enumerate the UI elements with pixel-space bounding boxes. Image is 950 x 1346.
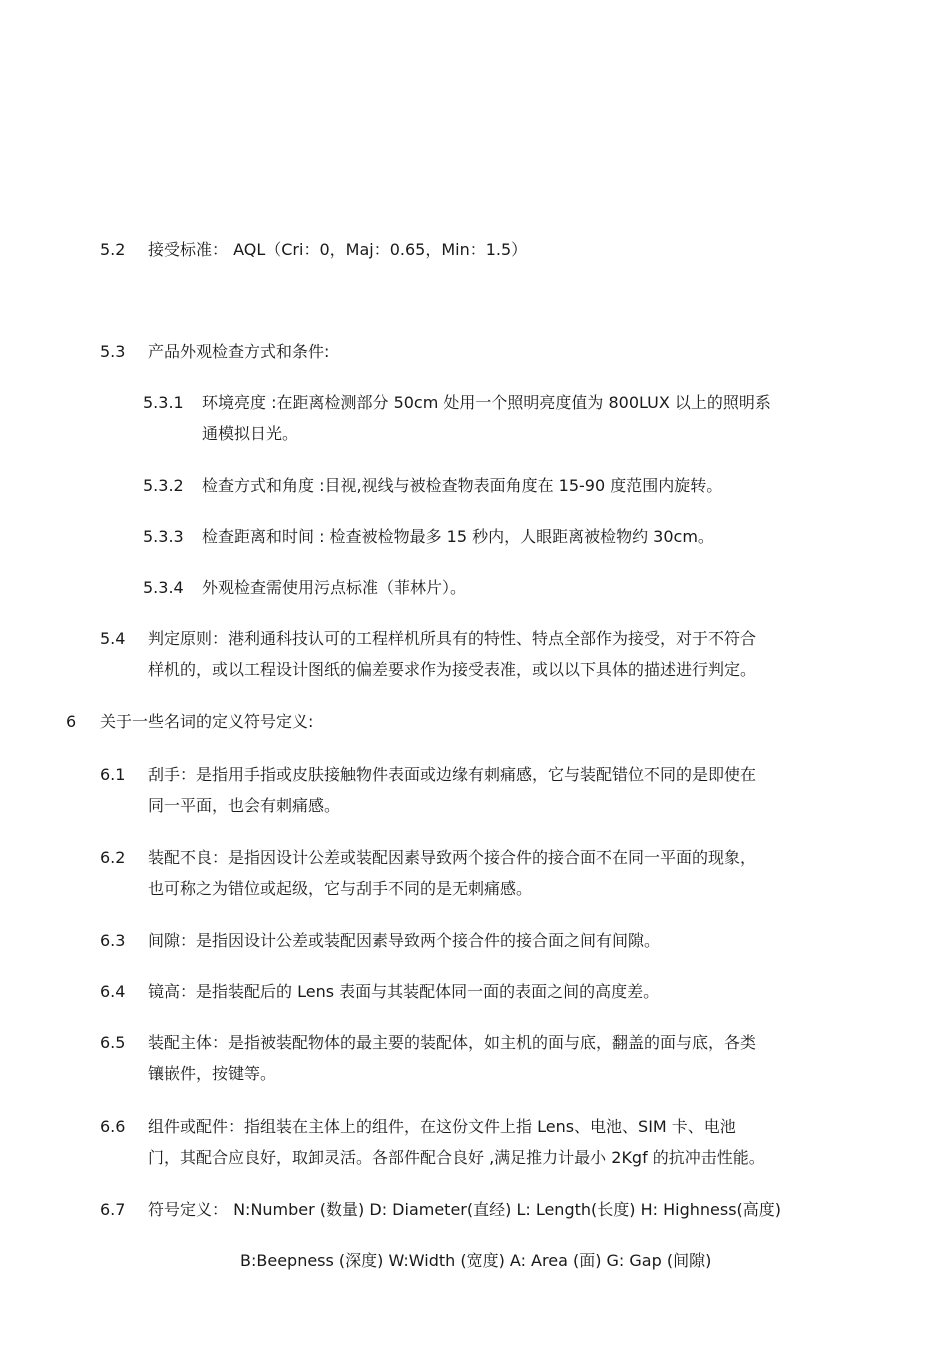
item-text: 检查距离和时间 : 检查被检物最多 15 秒内，人眼距离被检物约 30cm。: [202, 527, 714, 546]
item-number: 5.3.3: [143, 527, 184, 546]
section-heading: 关于一些名词的定义符号定义:: [100, 712, 314, 731]
item-number: 6.6: [100, 1117, 126, 1136]
item-number: 6.3: [100, 931, 126, 950]
item-text: 检查方式和角度 :目视,视线与被检查物表面角度在 15-90 度范围内旋转。: [202, 476, 723, 495]
item-number: 5.3.1: [143, 393, 184, 412]
item-number: 6.1: [100, 765, 126, 784]
item-text: 环境亮度 :在距离检测部分 50cm 处用一个照明亮度值为 800LUX 以上的照明系: [202, 393, 771, 412]
item-text: 判定原则：港利通科技认可的工程样机所具有的特性、特点全部作为接受，对于不符合: [148, 629, 757, 648]
item-text: 间隙：是指因设计公差或装配因素导致两个接合件的接合面之间有间隙。: [148, 931, 661, 950]
item-number: 5.4: [100, 629, 126, 648]
item-number: 5.3.2: [143, 476, 184, 495]
item-text: 门，其配合应良好，取卸灵活。各部件配合良好 ,满足推力计最小 2Kgf 的抗冲击性能。: [148, 1148, 765, 1167]
item-number: 6.4: [100, 982, 126, 1001]
item-text: 也可称之为错位或起级，它与刮手不同的是无刺痛感。: [148, 879, 533, 898]
item-number: 6.7: [100, 1200, 126, 1219]
item-number: 5.3.4: [143, 578, 184, 597]
item-text: 样机的，或以工程设计图纸的偏差要求作为接受表准，或以以下具体的描述进行判定。: [148, 660, 757, 679]
item-text: 镶嵌件，按键等。: [148, 1064, 277, 1083]
item-text: 接受标准： AQL（Cri：0，Maj：0.65，Min：1.5）: [148, 240, 528, 259]
item-number: 6.5: [100, 1033, 126, 1052]
item-text: 通模拟日光。: [202, 424, 299, 443]
item-number: 6.2: [100, 848, 126, 867]
item-text: 装配主体：是指被装配物体的最主要的装配体，如主机的面与底，翻盖的面与底，各类: [148, 1033, 757, 1052]
item-text: 镜高：是指装配后的 Lens 表面与其装配体同一面的表面之间的高度差。: [148, 982, 660, 1001]
item-text: B:Beepness (深度) W:Width (宽度) A: Area (面) G: Gap (间隙): [240, 1251, 712, 1270]
item-text: 外观检查需使用污点标准（菲林片）。: [202, 578, 467, 597]
item-text: 组件或配件：指组装在主体上的组件，在这份文件上指 Lens、电池、SIM 卡、电池: [148, 1117, 736, 1136]
item-text: 产品外观检查方式和条件:: [148, 342, 330, 361]
item-number: 5.2: [100, 240, 126, 259]
item-text: 装配不良：是指因设计公差或装配因素导致两个接合件的接合面不在同一平面的现象，: [148, 848, 757, 867]
item-text: 同一平面，也会有刺痛感。: [148, 796, 341, 815]
section-number: 6: [66, 712, 77, 731]
item-number: 5.3: [100, 342, 126, 361]
item-text: 符号定义： N:Number (数量) D: Diameter(直经) L: Length(长度) H: Highness(高度): [148, 1200, 782, 1219]
item-text: 刮手：是指用手指或皮肤接触物件表面或边缘有刺痛感，它与装配错位不同的是即使在: [148, 765, 757, 784]
